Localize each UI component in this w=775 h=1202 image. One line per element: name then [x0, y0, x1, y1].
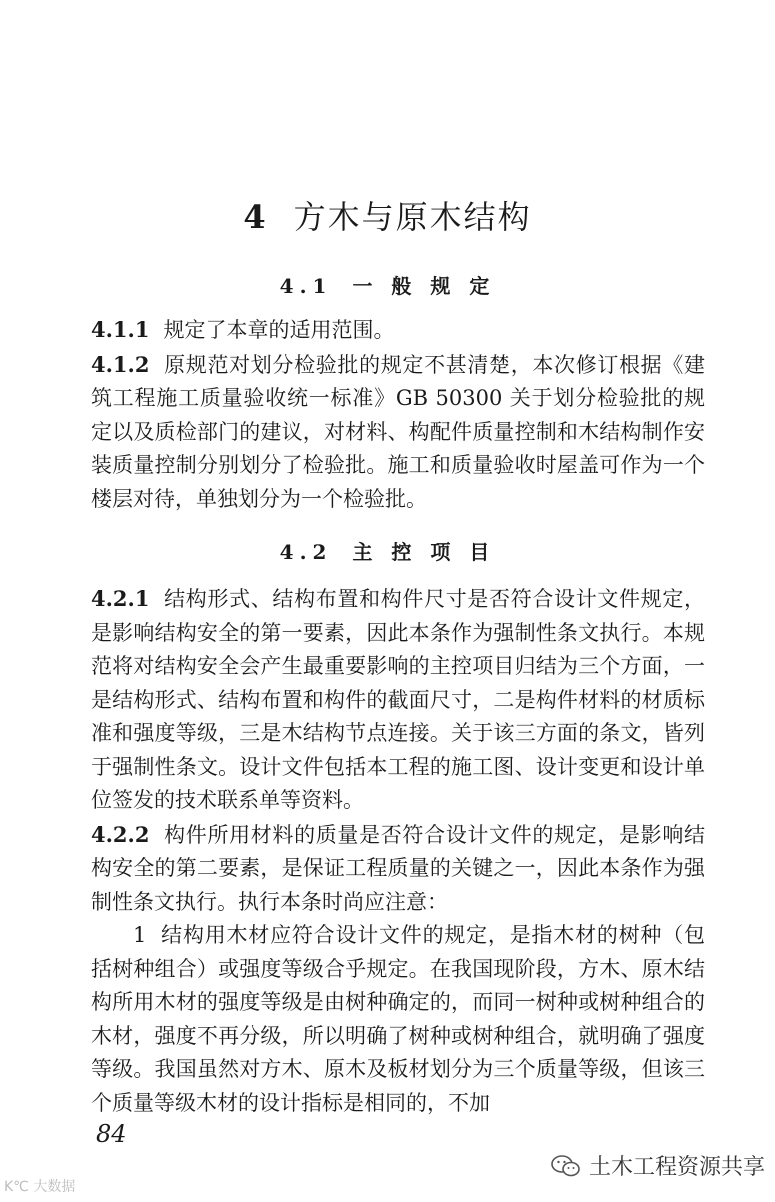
section-4-1-body: [91, 313, 705, 516]
section-4-2-body: [91, 582, 705, 1120]
section-number: 4.1: [279, 274, 333, 298]
clause-text: 规定了本章的适用范围。: [163, 318, 395, 342]
watermark-right: [551, 1150, 765, 1181]
clause-text: 原规范对划分检验批的规定不甚清楚，本次修订根据《建筑工程施工质量验收统一标准》GB 50300 关于划分检验批的规定以及质检部门的建议，对材料、构配件质量控制和木结构制作安装质量控制分别划分了检验批。施工和质量验收时屋盖可作为一个楼层对待，单独划分为一个检验批。: [91, 352, 705, 511]
watermark-right-text: 土木工程资源共享: [588, 1155, 765, 1180]
section-heading-4-2: [0, 536, 775, 565]
chapter-number: 4: [243, 198, 268, 236]
clause-number: 4.1.1: [91, 317, 150, 342]
clause-4-2-1: [91, 582, 705, 818]
item-text: 结构用木材应符合设计文件的规定，是指木材的树种（包括树种组合）或强度等级合乎规定。在我国现阶段，方木、原木结构所用木材的强度等级是由树种确定的，而同一树种或树种组合的木材，强度不再分级，所以明确了树种或树种组合，就明确了强度等级。我国虽然对方木、原木及板材划分为三个质量等级，但该三个质量等级木材的设计指标是相同的，不加: [91, 923, 705, 1115]
wechat-icon: [551, 1154, 581, 1178]
page-number: 84: [96, 1120, 127, 1148]
item-number: 1: [133, 923, 147, 947]
clause-4-2-2: [91, 818, 705, 920]
list-item-1: [91, 919, 705, 1120]
section-title: 主 控 项 目: [352, 540, 496, 564]
clause-number: 4.2.2: [91, 821, 150, 847]
clause-text: 结构形式、结构布置和构件尺寸是否符合设计文件规定，是影响结构安全的第一要素，因此本条作为强制性条文执行。本规范将对结构安全会产生最重要影响的主控项目归结为三个方面，一是结构形式、结构布置和构件的截面尺寸，二是构件材料的材质标准和强度等级，三是木结构节点连接。关于该三方面的条文，皆列于强制性条文。设计文件包括本工程的施工图、设计变更和设计单位签发的技术联系单等资料。: [91, 587, 705, 812]
clause-4-1-2: [91, 348, 705, 517]
clause-number: 4.1.2: [91, 351, 150, 377]
section-number: 4.2: [279, 540, 333, 564]
clause-number: 4.2.1: [91, 586, 150, 611]
chapter-title-text: 方木与原木结构: [293, 198, 532, 236]
section-title: 一 般 规 定: [352, 274, 496, 298]
section-heading-4-1: [0, 270, 775, 299]
watermark-left: K℃ 大数据: [4, 1179, 76, 1195]
chapter-title: [0, 192, 775, 238]
clause-text: 构件所用材料的质量是否符合设计文件的规定，是影响结构安全的第二要素，是保证工程质量的关键之一，因此本条作为强制性条文执行。执行本条时尚应注意：: [91, 822, 705, 914]
clause-4-1-1: [91, 313, 705, 348]
